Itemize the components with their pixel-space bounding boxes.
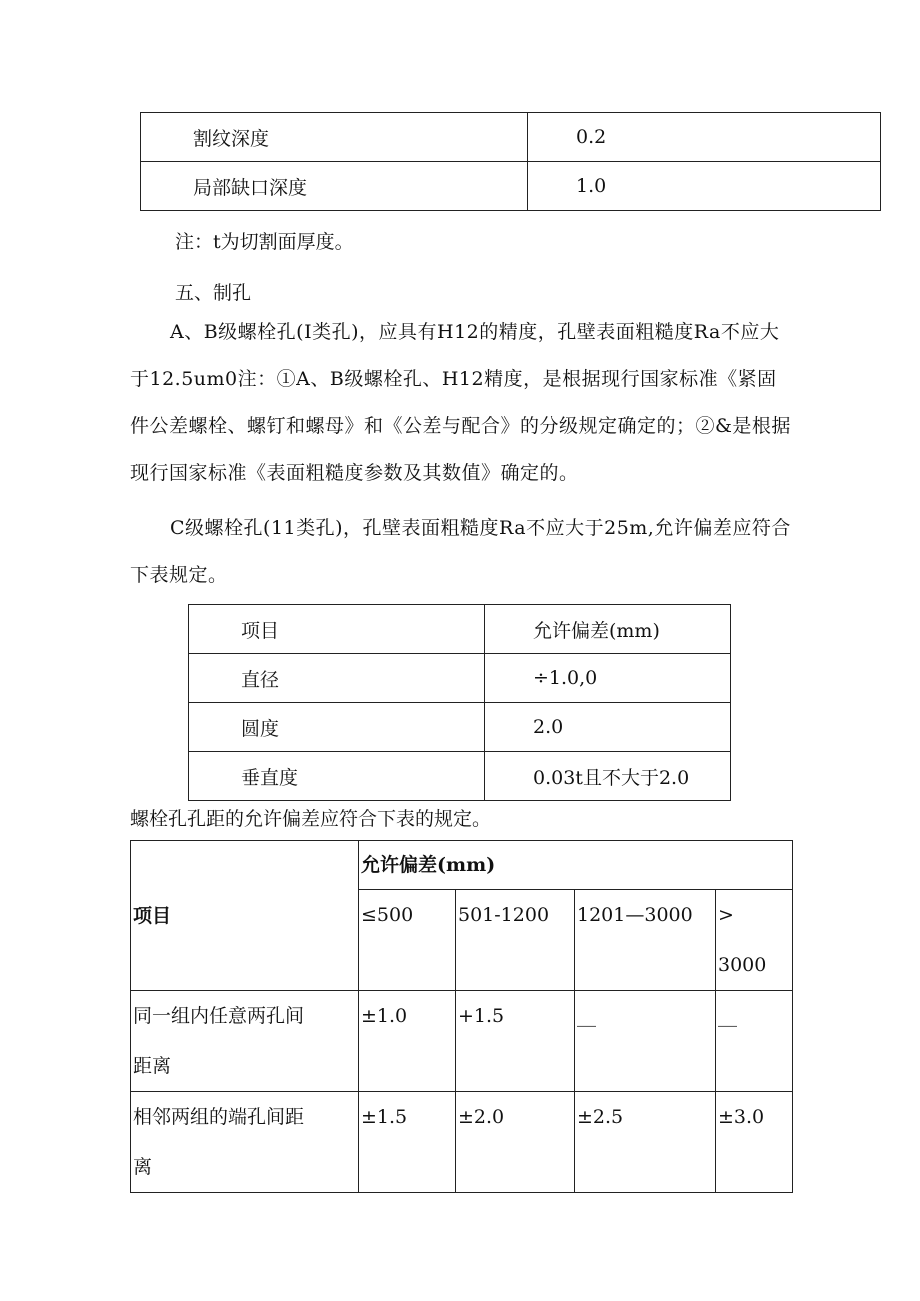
table-row bbox=[141, 162, 881, 211]
hole-spacing-table bbox=[130, 840, 793, 1193]
header-cell: 允许偏差(mm) bbox=[485, 605, 731, 654]
item-header-cell bbox=[131, 841, 359, 991]
table-row bbox=[189, 654, 731, 703]
table-cell: 割纹深度 bbox=[141, 113, 528, 162]
table-cell: ±2.0 bbox=[456, 1092, 575, 1193]
table-row bbox=[141, 113, 881, 162]
row-label-cell bbox=[131, 1092, 359, 1193]
table-cell: 垂直度 bbox=[189, 752, 485, 801]
row-label-line: 相邻两组的端孔间距 bbox=[133, 1106, 305, 1128]
table-cell: 2.0 bbox=[485, 703, 731, 752]
header-cell: 项目 bbox=[189, 605, 485, 654]
column-header-line: 3000 bbox=[718, 954, 767, 976]
table-cell: 局部缺口深度 bbox=[141, 162, 528, 211]
column-header-stacked bbox=[716, 890, 793, 991]
table-cell: 0.03t且不大于2.0 bbox=[485, 752, 731, 801]
group-header: 允许偏差(mm) bbox=[361, 854, 496, 876]
table-cell: 圆度 bbox=[189, 703, 485, 752]
column-header: 501-1200 bbox=[456, 890, 575, 991]
table-cell: 1.0 bbox=[528, 162, 881, 211]
group-header-cell bbox=[359, 841, 793, 890]
table-cell: 直径 bbox=[189, 654, 485, 703]
table-row bbox=[131, 991, 793, 1092]
table-cell: ±2.5 bbox=[575, 1092, 716, 1193]
paragraph-bolt-holes-ab: A、B级螺栓孔(I类孔)，应具有H12的精度，孔壁表面粗糙度Ra不应大于12.5um0注：①A、B级螺栓孔、H12精度，是根据现行国家标准《紧固件公差螺栓、螺钉和螺母》和《公差与配合》的分级规定确定的；②&是根据现行国家标准《表面粗糙度参数及其数值》确定的。 bbox=[130, 321, 791, 484]
column-header-line: > bbox=[718, 904, 734, 926]
table-cell: 0.2 bbox=[528, 113, 881, 162]
table-cell: +1.5 bbox=[456, 991, 575, 1092]
table-cell: ±1.5 bbox=[359, 1092, 456, 1193]
table-note: 注：t为切割面厚度。 bbox=[175, 231, 354, 253]
table-cell: __ bbox=[575, 991, 716, 1092]
table-cell: ÷1.0,0 bbox=[485, 654, 731, 703]
table-cell: ±3.0 bbox=[716, 1092, 793, 1193]
row-label-line: 距离 bbox=[133, 1055, 172, 1077]
tolerance-table-1 bbox=[140, 112, 881, 211]
table-cell: __ bbox=[716, 991, 793, 1092]
item-header: 项目 bbox=[133, 904, 172, 927]
row-label-line: 离 bbox=[133, 1156, 153, 1178]
table-header-row bbox=[189, 605, 731, 654]
column-header: 1201—3000 bbox=[575, 890, 716, 991]
tolerance-table-2 bbox=[188, 604, 731, 801]
table-row bbox=[189, 703, 731, 752]
table-caption: 螺栓孔孔距的允许偏差应符合下表的规定。 bbox=[130, 808, 492, 830]
row-label-line: 同一组内任意两孔间 bbox=[133, 1005, 305, 1027]
row-label-cell bbox=[131, 991, 359, 1092]
table-row bbox=[131, 1092, 793, 1193]
table-cell: ±1.0 bbox=[359, 991, 456, 1092]
table-row bbox=[189, 752, 731, 801]
paragraph-bolt-holes-c: C级螺栓孔(11类孔)，孔壁表面粗糙度Ra不应大于25m,允许偏差应符合下表规定。 bbox=[130, 517, 791, 586]
table-header-row bbox=[131, 841, 793, 890]
column-header: ≤500 bbox=[359, 890, 456, 991]
section-heading: 五、制孔 bbox=[175, 282, 252, 304]
